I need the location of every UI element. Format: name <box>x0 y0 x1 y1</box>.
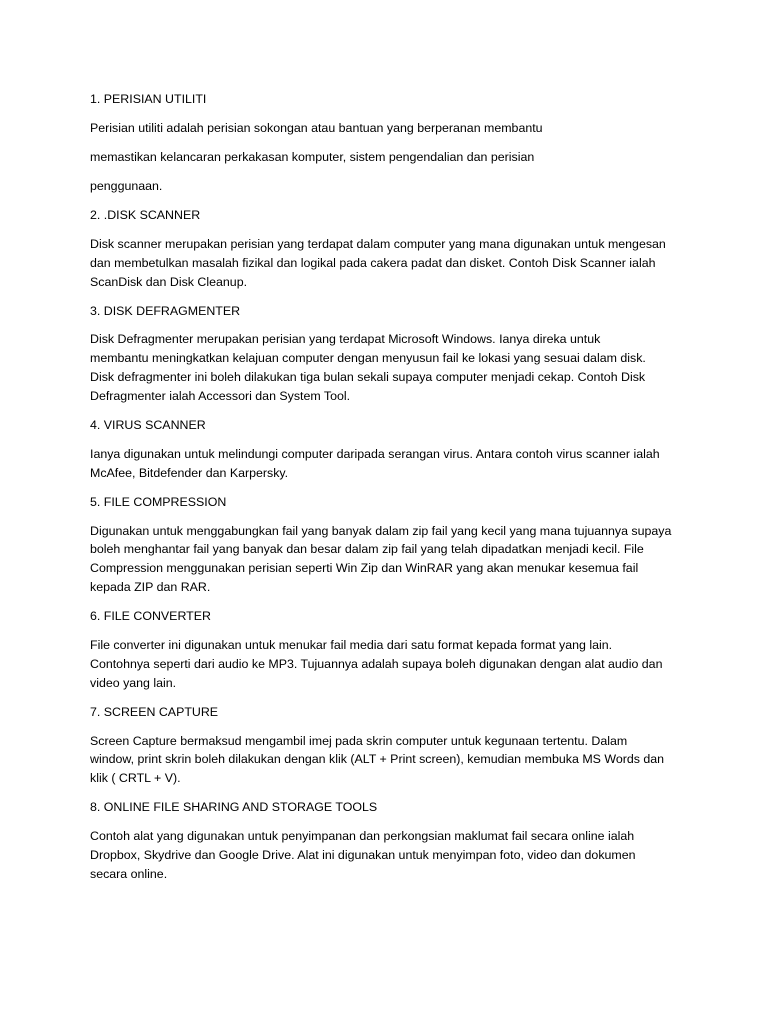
body-paragraph <box>90 445 690 483</box>
body-paragraph <box>90 235 690 291</box>
text-line: kepada ZIP dan RAR. <box>90 580 211 594</box>
text-line: Disk scanner merupakan perisian yang terdapat dalam computer yang mana digunakan untuk mengesan <box>90 236 666 251</box>
text-line: dan membetulkan masalah fizikal dan logikal pada cakera padat dan disket. Contoh Disk Scanner ialah <box>90 255 656 270</box>
text-line: Defragmenter ialah Accessori dan System Tool. <box>90 388 351 403</box>
section-heading: 5. FILE COMPRESSION <box>90 494 227 509</box>
section-heading: 8. ONLINE FILE SHARING AND STORAGE TOOLS <box>90 800 378 815</box>
body-paragraph <box>90 177 690 196</box>
text-line: membantu meningkatkan kelajuan computer dengan menyusun fail ke lokasi yang sesuai dalam disk. <box>90 351 646 366</box>
text-line: video yang lain. <box>90 675 177 690</box>
text-line: Screen Capture bermaksud mengambil imej pada skrin computer untuk kegunaan tertentu. Dalam <box>90 733 628 748</box>
section-heading: 4. VIRUS SCANNER <box>90 417 206 432</box>
text-line: Disk Defragmenter merupakan perisian yang terdapat Microsoft Windows. Ianya direka untuk <box>90 332 601 347</box>
text-line: penggunaan. <box>90 178 163 193</box>
body-paragraph <box>90 119 690 138</box>
text-line: Ianya digunakan untuk melindungi computer daripada serangan virus. Antara contoh virus scanner ialah <box>90 446 660 461</box>
body-paragraph <box>90 732 690 788</box>
text-line: File converter ini digunakan untuk menukar fail media dari satu format kepada format yang lain. <box>90 637 613 652</box>
body-paragraph <box>90 330 690 405</box>
body-paragraph <box>90 636 690 692</box>
text-line: Compression menggunakan perisian seperti Win Zip dan WinRAR yang akan menukar kesemua fail <box>90 561 639 576</box>
text-line: Disk defragmenter ini boleh dilakukan tiga bulan sekali supaya computer menjadi cekap. Contoh Disk <box>90 370 646 385</box>
text-line: klik ( CRTL + V). <box>90 771 181 786</box>
document-page <box>90 90 690 894</box>
text-line: boleh menghantar fail yang banyak dan besar dalam zip fail yang telah dipadatkan menjadi kecil. File <box>90 542 644 557</box>
text-line: McAfee, Bitdefender dan Karpersky. <box>90 465 289 480</box>
text-line: window, print skrin boleh dilakukan dengan klik (ALT + Print screen), kemudian membuka MS Words dan <box>90 752 665 767</box>
body-paragraph <box>90 827 690 883</box>
text-line: Dropbox, Skydrive dan Google Drive. Alat ini digunakan untuk menyimpan foto, video dan dokumen <box>90 847 636 862</box>
text-line: Digunakan untuk menggabungkan fail yang banyak dalam zip fail yang kecil yang mana tujuannya supaya <box>90 523 672 538</box>
section-heading: 3. DISK DEFRAGMENTER <box>90 303 241 318</box>
section-heading: 6. FILE CONVERTER <box>90 608 211 623</box>
text-line: Perisian utiliti adalah perisian sokongan atau bantuan yang berperanan membantu <box>90 120 543 135</box>
body-paragraph <box>90 148 690 167</box>
body-paragraph <box>90 522 690 597</box>
text-line: memastikan kelancaran perkakasan komputer, sistem pengendalian dan perisian <box>90 149 535 164</box>
section-heading: 7. SCREEN CAPTURE <box>90 704 219 719</box>
text-line: Contohnya seperti dari audio ke MP3. Tujuannya adalah supaya boleh digunakan dengan alat audio dan <box>90 656 663 671</box>
text-line: Contoh alat yang digunakan untuk penyimpanan dan perkongsian maklumat fail secara online ialah <box>90 829 635 844</box>
text-line: secara online. <box>90 866 168 881</box>
section-heading: 2. .DISK SCANNER <box>90 207 201 222</box>
section-heading: 1. PERISIAN UTILITI <box>90 92 207 106</box>
text-line: ScanDisk dan Disk Cleanup. <box>90 274 248 289</box>
